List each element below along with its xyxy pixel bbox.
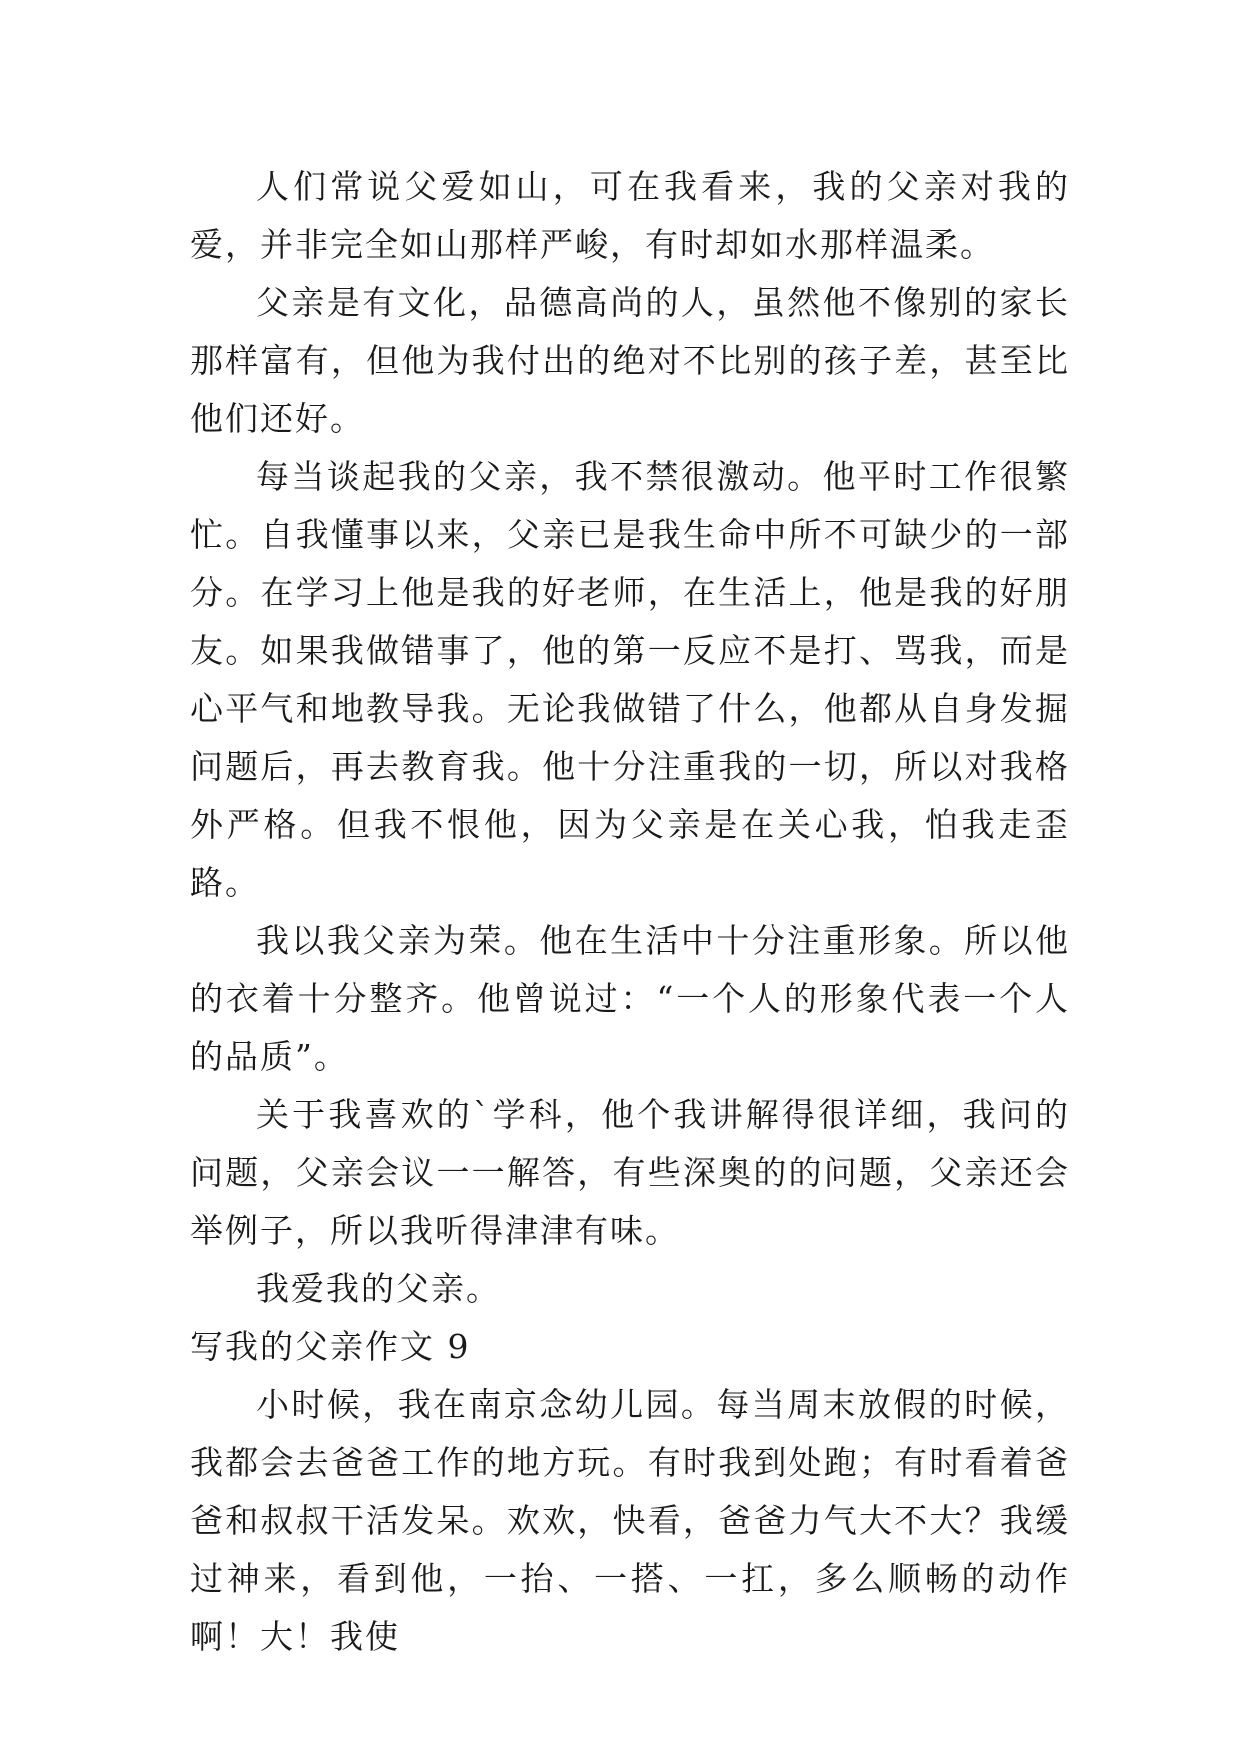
- paragraph: 父亲是有文化，品德高尚的人，虽然他不像别的家长那样富有，但他为我付出的绝对不比别的孩子差，甚至比他们还好。: [190, 283, 1070, 438]
- paragraph: 我以我父亲为荣。他在生活中十分注重形象。所以他的衣着十分整齐。他曾说过：“一个人的形象代表一个人的品质”。: [190, 921, 1070, 1076]
- paragraph: 人们常说父爱如山，可在我看来，我的父亲对我的爱，并非完全如山那样严峻，有时却如水那样温柔。: [190, 167, 1070, 264]
- section-title: 写我的父亲作文 9: [190, 1327, 471, 1366]
- paragraph: 小时候，我在南京念幼儿园。每当周末放假的时候，我都会去爸爸工作的地方玩。有时我到处跑；有时看着爸爸和叔叔干活发呆。欢欢，快看，爸爸力气大不大？我缓过神来，看到他，一抬、一搭、一扛，多么顺畅的动作啊！大！我使: [190, 1385, 1070, 1656]
- paragraph: 我爱我的父亲。: [256, 1269, 501, 1308]
- paragraph: 每当谈起我的父亲，我不禁很激动。他平时工作很繁忙。自我懂事以来，父亲已是我生命中所不可缺少的一部分。在学习上他是我的好老师，在生活上，他是我的好朋友。如果我做错事了，他的第一反应不是打、骂我，而是心平气和地教导我。无论我做错了什么，他都从自身发掘问题后，再去教育我。他十分注重我的一切，所以对我格外严格。但我不恨他，因为父亲是在关心我，怕我走歪路。: [190, 457, 1070, 902]
- document-body: [190, 158, 1070, 1666]
- paragraph: 关于我喜欢的`学科，他个我讲解得很详细，我问的问题，父亲会议一一解答，有些深奥的的问题，父亲还会举例子，所以我听得津津有味。: [190, 1095, 1070, 1250]
